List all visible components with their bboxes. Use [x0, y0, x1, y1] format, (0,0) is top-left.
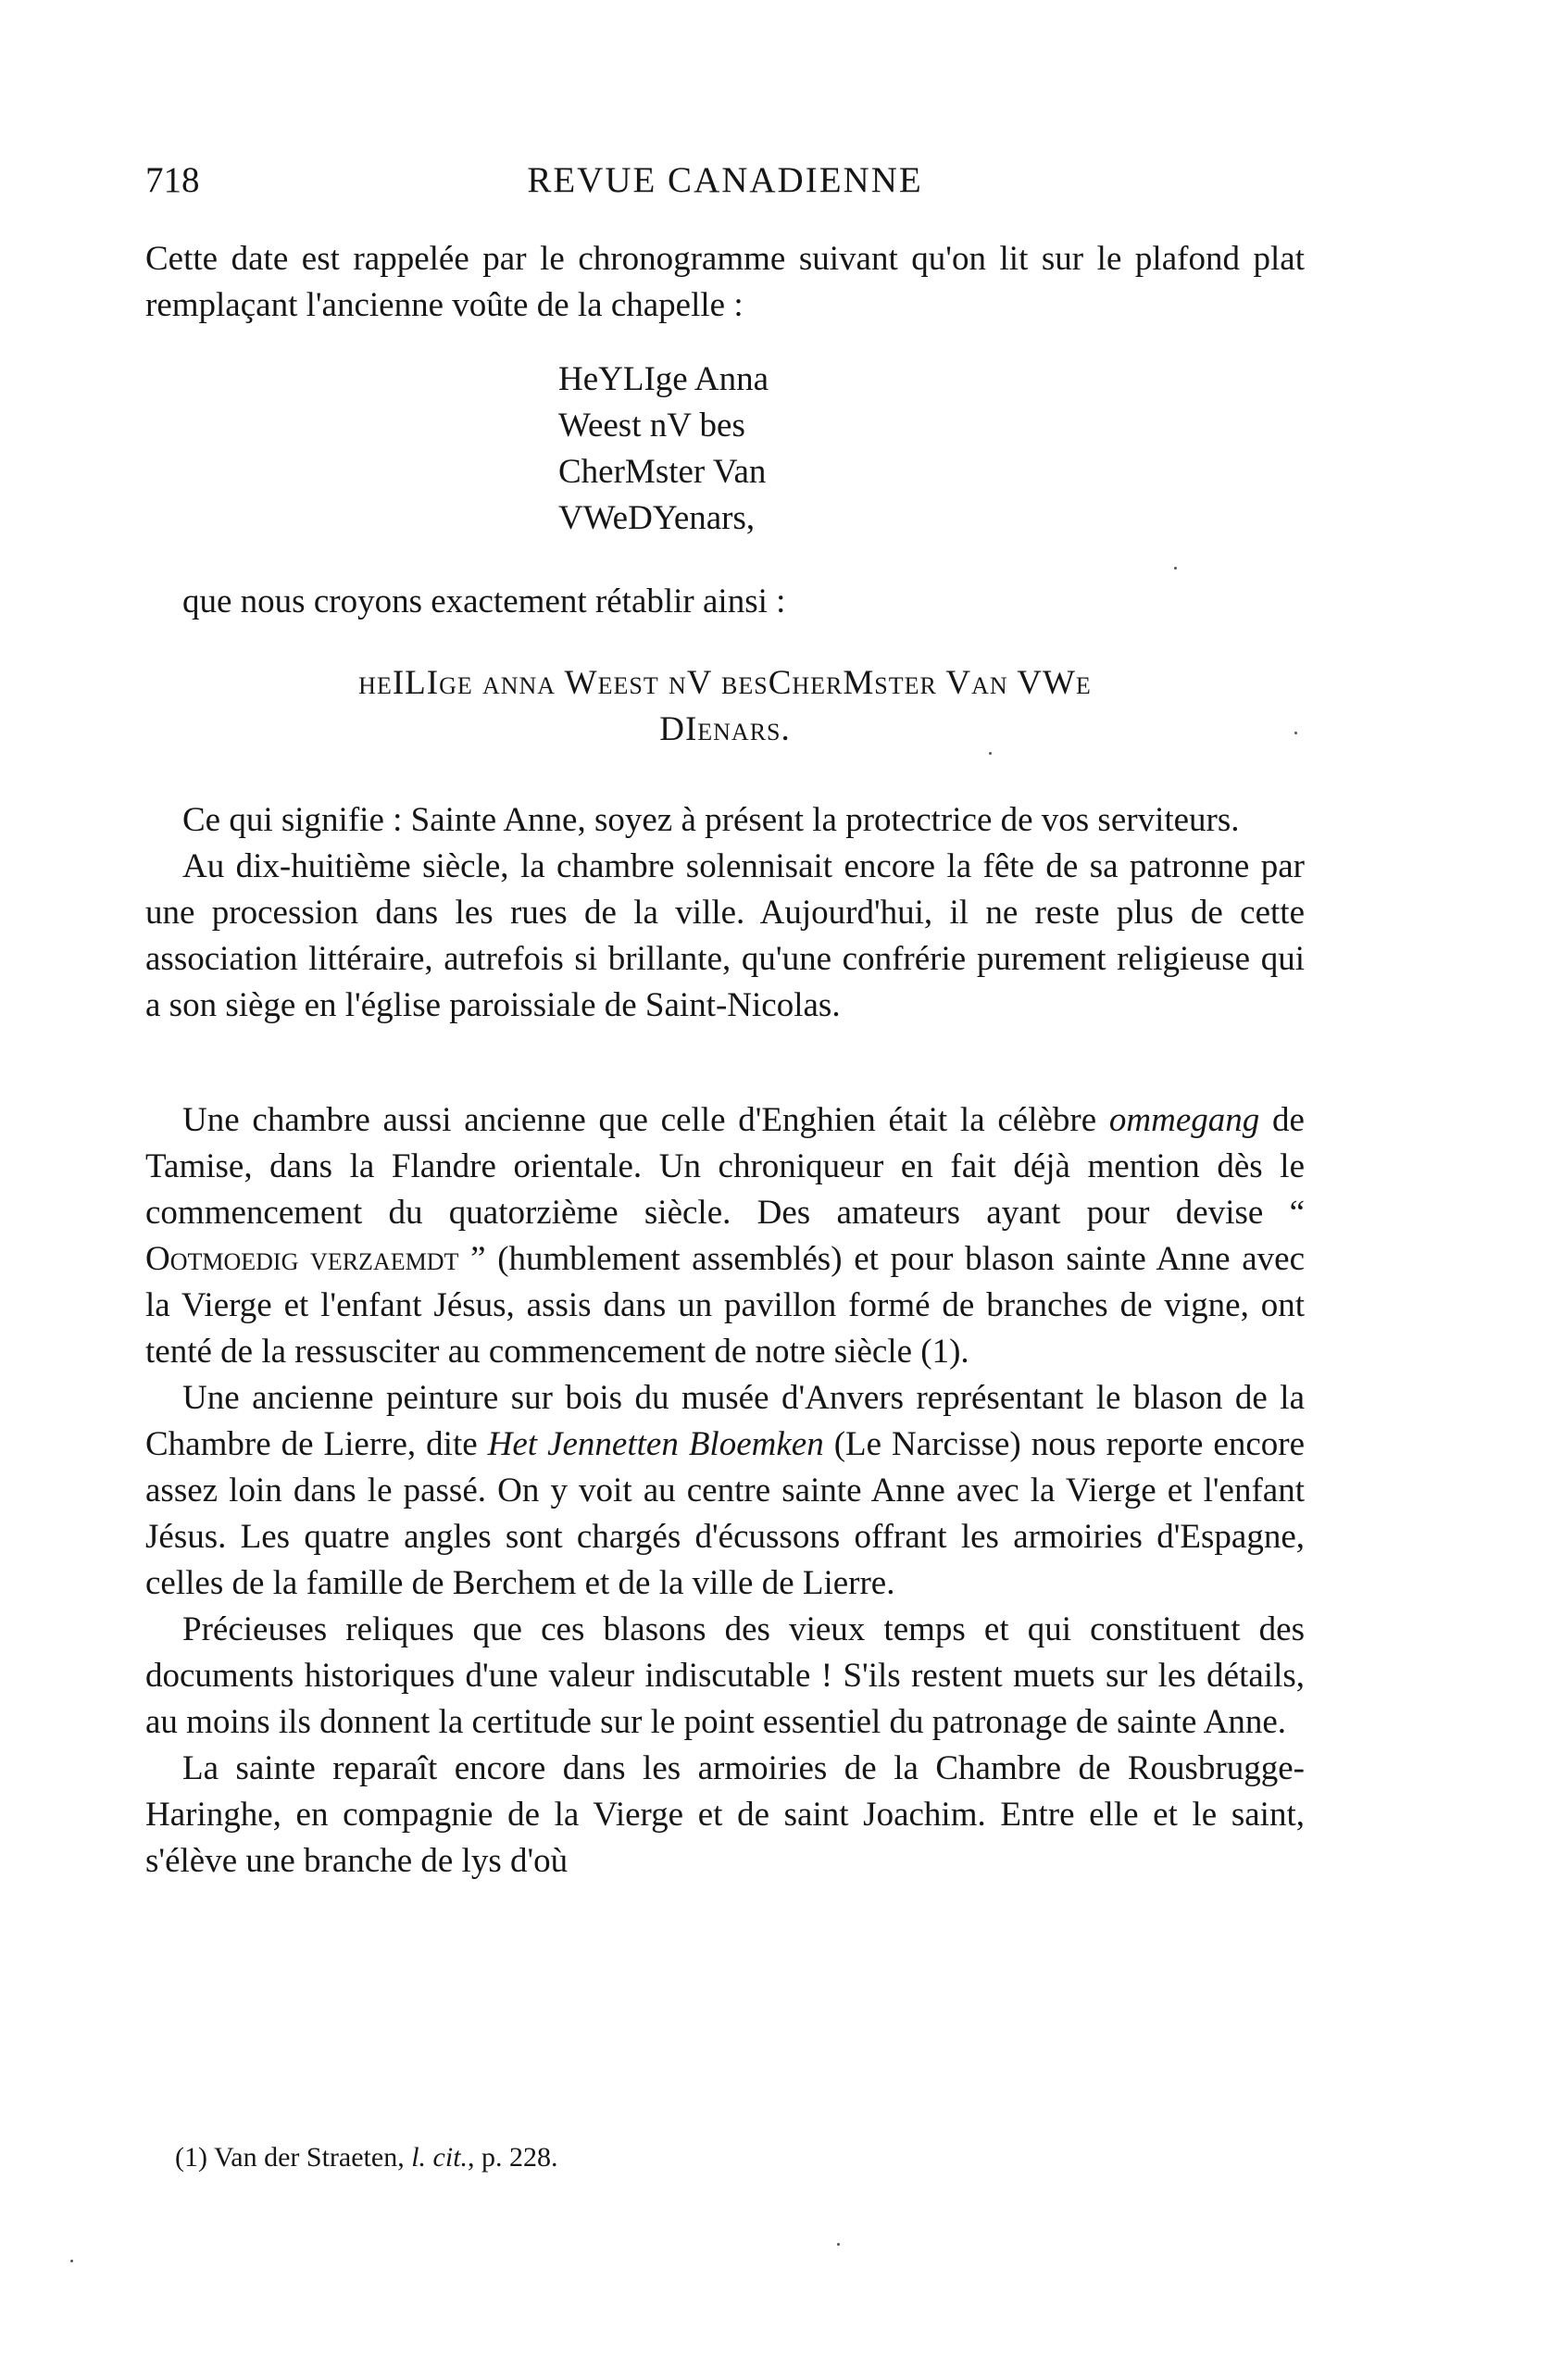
italic-term: ommegang	[1108, 1101, 1260, 1139]
speck	[1174, 567, 1177, 570]
footnote-abbrev: l. cit.	[411, 2142, 469, 2173]
footnote-rest: , p. 228.	[468, 2142, 558, 2173]
text-run: Une chambre aussi ancienne que celle d'Enghien était la célèbre	[182, 1101, 1109, 1139]
paragraph-chronogram-intro: Cette date est rappelée par le chronogramme suivant qu'on lit sur le plafond plat remplaçant l'ancienne voûte de la chapelle :	[145, 240, 1305, 324]
paragraph-meaning: Ce qui signifie : Sainte Anne, soyez à présent la protectrice de vos serviteurs.	[182, 801, 1240, 839]
speck	[837, 2243, 840, 2246]
chronogram-line: CherMster Van	[558, 453, 767, 491]
footnote-author: Van der Straeten,	[213, 2142, 412, 2173]
restored-line: heILIge anna Weest nV besCherMster Van VWe	[358, 664, 1092, 702]
restored-line: DIenars.	[659, 710, 791, 748]
document-page	[145, 0, 1305, 2380]
page-number: 718	[145, 160, 200, 200]
text-run: (Le Narcisse) nous reporte encore assez loin dans le passé. On y voit au centre sainte Anne avec la Vierge et l'enfant Jésus. Les quatre angles sont chargés d'écussons offrant les armoiries d'Espagne, celles de la famille de Berchem et de la ville de Lierre.	[145, 1425, 1306, 1602]
italic-term: Het Jennetten Bloemken	[487, 1425, 824, 1463]
paragraph-eighteenth-century: Au dix-huitième siècle, la chambre solennisait encore la fête de sa patronne par une procession dans les rues de la ville. Aujourd'hui, il ne reste plus de cette association littéraire, autrefois si brillante, qu'une confrérie purement religieuse qui a son siège en l'église paroissiale de Saint-Nicolas.	[145, 847, 1305, 1024]
paragraph-lierre	[145, 1375, 1305, 1607]
chronogram-line: HeYLIge Anna	[558, 360, 769, 398]
body-text	[145, 236, 1305, 1885]
page-header	[145, 159, 1305, 215]
running-title: REVUE CANADIENNE	[527, 160, 923, 200]
chronogram-line: Weest nV bes	[558, 407, 745, 445]
text-run: Une ancienne peinture sur bois du musée d'Anvers représentant le blason de la Chambre de Lierre, dite	[145, 1379, 1305, 1463]
restored-chronogram	[145, 660, 1305, 753]
chronogram-block	[558, 357, 1305, 542]
paragraph-tamise	[145, 1097, 1305, 1375]
text-run: de Tamise, dans la Flandre orientale. Un chroniqueur en fait déjà mention dès le commencement du quatorzième siècle. Des amateurs ayant pour devise “	[145, 1101, 1305, 1232]
footnote-number: (1)	[175, 2142, 207, 2173]
footnote	[175, 2139, 558, 2176]
text-run: ” (humblement assemblés) et pour blason sainte Anne avec la Vierge et l'enfant Jésus, assis dans un pavillon formé de branches de vigne, ont tenté de la ressusciter au commencement de notre siècle (1).	[145, 1240, 1305, 1371]
speck	[70, 2260, 73, 2262]
motto: Ootmoedig verzaemdt	[145, 1240, 459, 1278]
chronogram-line: VWeDYenars,	[558, 499, 756, 537]
speck	[989, 752, 992, 755]
paragraph-rousbrugge: La sainte reparaît encore dans les armoiries de la Chambre de Rousbrugge-Haringhe, en compagnie de la Vierge et de saint Joachim. Entre elle et le saint, s'élève une branche de lys d'où	[145, 1749, 1305, 1880]
speck	[1294, 732, 1297, 734]
paragraph-restoration-intro: que nous croyons exactement rétablir ainsi :	[182, 582, 786, 620]
paragraph-relics: Précieuses reliques que ces blasons des vieux temps et qui constituent des documents historiques d'une valeur indiscutable ! S'ils restent muets sur les détails, au moins ils donnent la certitude sur le point essentiel du patronage de sainte Anne.	[145, 1610, 1305, 1741]
